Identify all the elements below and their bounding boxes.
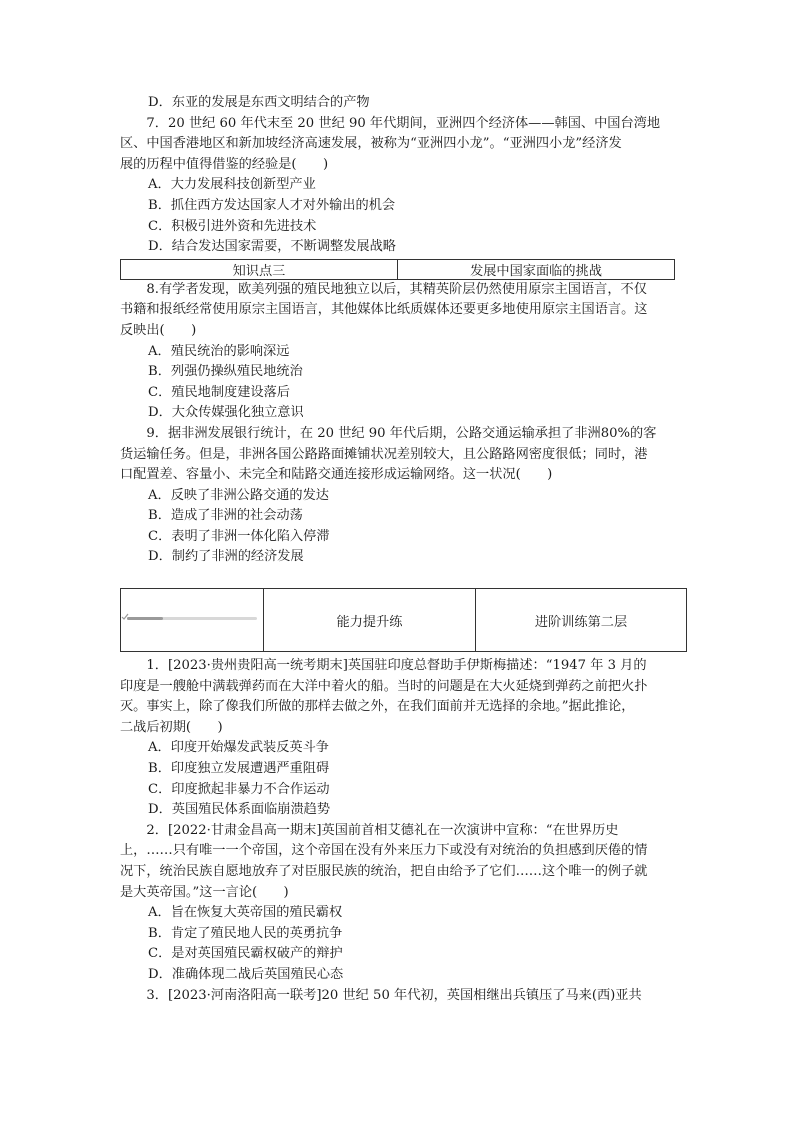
question-text-line: 展的历程中值得借鉴的经验是( ): [120, 156, 329, 172]
question-text-line: 8.有学者发现，欧美列强的殖民地独立以后，其精英阶层仍然使用原宗主国语言，不仅: [146, 281, 647, 297]
answer-option: C．积极引进外资和先进技术: [148, 218, 317, 234]
answer-option: D．大众传媒强化独立意识: [148, 405, 304, 421]
question-text-line: 口配置差、容量小、未完全和陆路交通连接形成运输网络。这一状况( ): [120, 467, 553, 483]
question-text-line: 况下，统治民族自愿地放弃了对臣服民族的统治，把自由给予了它们……这个唯一的例子就: [120, 864, 648, 879]
question-text-line: 2．[2022·甘肃金昌高一期末]英国前首相艾德礼在一次演讲中宣称：“在世界历史: [146, 822, 619, 838]
answer-option: D．准确体现二战后英国殖民心态: [148, 966, 344, 982]
answer-option: B．肯定了殖民地人民的英勇抗争: [148, 925, 343, 941]
answer-option: B．造成了非洲的社会动荡: [148, 508, 303, 524]
answer-option: D．制约了非洲的经济发展: [148, 549, 304, 565]
banner-level-label: 能力提升练: [264, 589, 476, 651]
answer-option: C．表明了非洲一体化陷入停滞: [148, 528, 330, 544]
answer-option: B．印度独立发展遭遇严重阻碍: [148, 761, 330, 777]
progress-bar: [127, 617, 257, 623]
answer-option: B．抓住西方发达国家人才对外输出的机会: [148, 197, 396, 213]
question-text-line: 区、中国香港地区和新加坡经济高速发展，被称为“亚洲四小龙”。“亚洲四小龙”经济发: [120, 136, 622, 152]
answer-option: C．是对英国殖民霸权破产的辩护: [148, 946, 343, 962]
answer-option: A．旨在恢复大英帝国的殖民霸权: [148, 905, 343, 921]
knowledge-point-label: 知识点三: [121, 259, 398, 279]
answer-option: A．反映了非洲公路交通的发达: [148, 487, 329, 503]
question-text-line: 灭。事实上，除了像我们所做的那样去做之外，在我们面前并无选择的余地。”据此推论，: [120, 699, 635, 715]
question-text-line: 7．20 世纪 60 年代末至 20 世纪 90 年代期间，亚洲四个经济体——韩国、中国台湾地: [146, 115, 661, 131]
question-text-line: 是大英帝国。”这一言论( ): [120, 884, 289, 900]
question-text-line: 3．[2023·河南洛阳高一联考]20 世纪 50 年代初，英国相继出兵镇压了马来(西)亚共: [146, 987, 642, 1003]
knowledge-point-title: 发展中国家面临的挑战: [398, 259, 675, 279]
question-text-line: 9．据非洲发展银行统计，在 20 世纪 90 年代后期，公路交通运输承担了非洲80%的客: [146, 425, 657, 441]
answer-option: D．英国殖民体系面临崩溃趋势: [148, 802, 331, 818]
answer-option: A．殖民统治的影响深远: [148, 343, 290, 359]
answer-option: A．印度开始爆发武装反英斗争: [148, 740, 329, 756]
answer-option: C．印度掀起非暴力不合作运动: [148, 781, 330, 797]
question-text-line: 上，……只有唯一一个帝国，这个帝国在没有外来压力下或没有对统治的负担感到厌倦的情: [120, 843, 648, 859]
question-text-line: 书籍和报纸经常使用原宗主国语言，其他媒体比纸质媒体还要更多地使用原宗主国语言。这: [120, 302, 648, 318]
answer-option: A．大力发展科技创新型产业: [148, 177, 316, 193]
section-banner: [120, 588, 687, 652]
question-text-line: 货运输任务。但是，非洲各国公路路面摊铺状况差别较大，且公路路网密度很低；同时，港: [120, 446, 648, 462]
question-text-line: 1．[2023·贵州贵阳高一统考期末]英国驻印度总督助手伊斯梅描述：“1947 年 3 月的: [146, 658, 647, 674]
answer-option: B．列强仍操纵殖民地统治: [148, 364, 303, 380]
progress-fill: [127, 617, 163, 620]
document-page: [120, 93, 680, 1006]
question-block-3: [120, 656, 680, 1006]
progress-cell: [121, 589, 264, 651]
question-block-2: [120, 280, 680, 568]
answer-option: D．结合发达国家需要，不断调整发展战略: [148, 239, 396, 255]
knowledge-point-table: [120, 259, 675, 280]
question-text-line: 二战后初期( ): [120, 719, 223, 735]
question-text-line: 反映出( ): [120, 322, 197, 338]
question-block-1: [120, 93, 680, 258]
answer-option: C．殖民地制度建设落后: [148, 384, 290, 400]
question-text-line: 印度是一艘舱中满载弹药而在大洋中着火的船。当时的问题是在大火延烧到弹药之前把火扑: [120, 678, 648, 694]
answer-option: D．东亚的发展是东西文明结合的产物: [148, 95, 370, 110]
banner-tier-label: 进阶训练第二层: [534, 614, 628, 630]
